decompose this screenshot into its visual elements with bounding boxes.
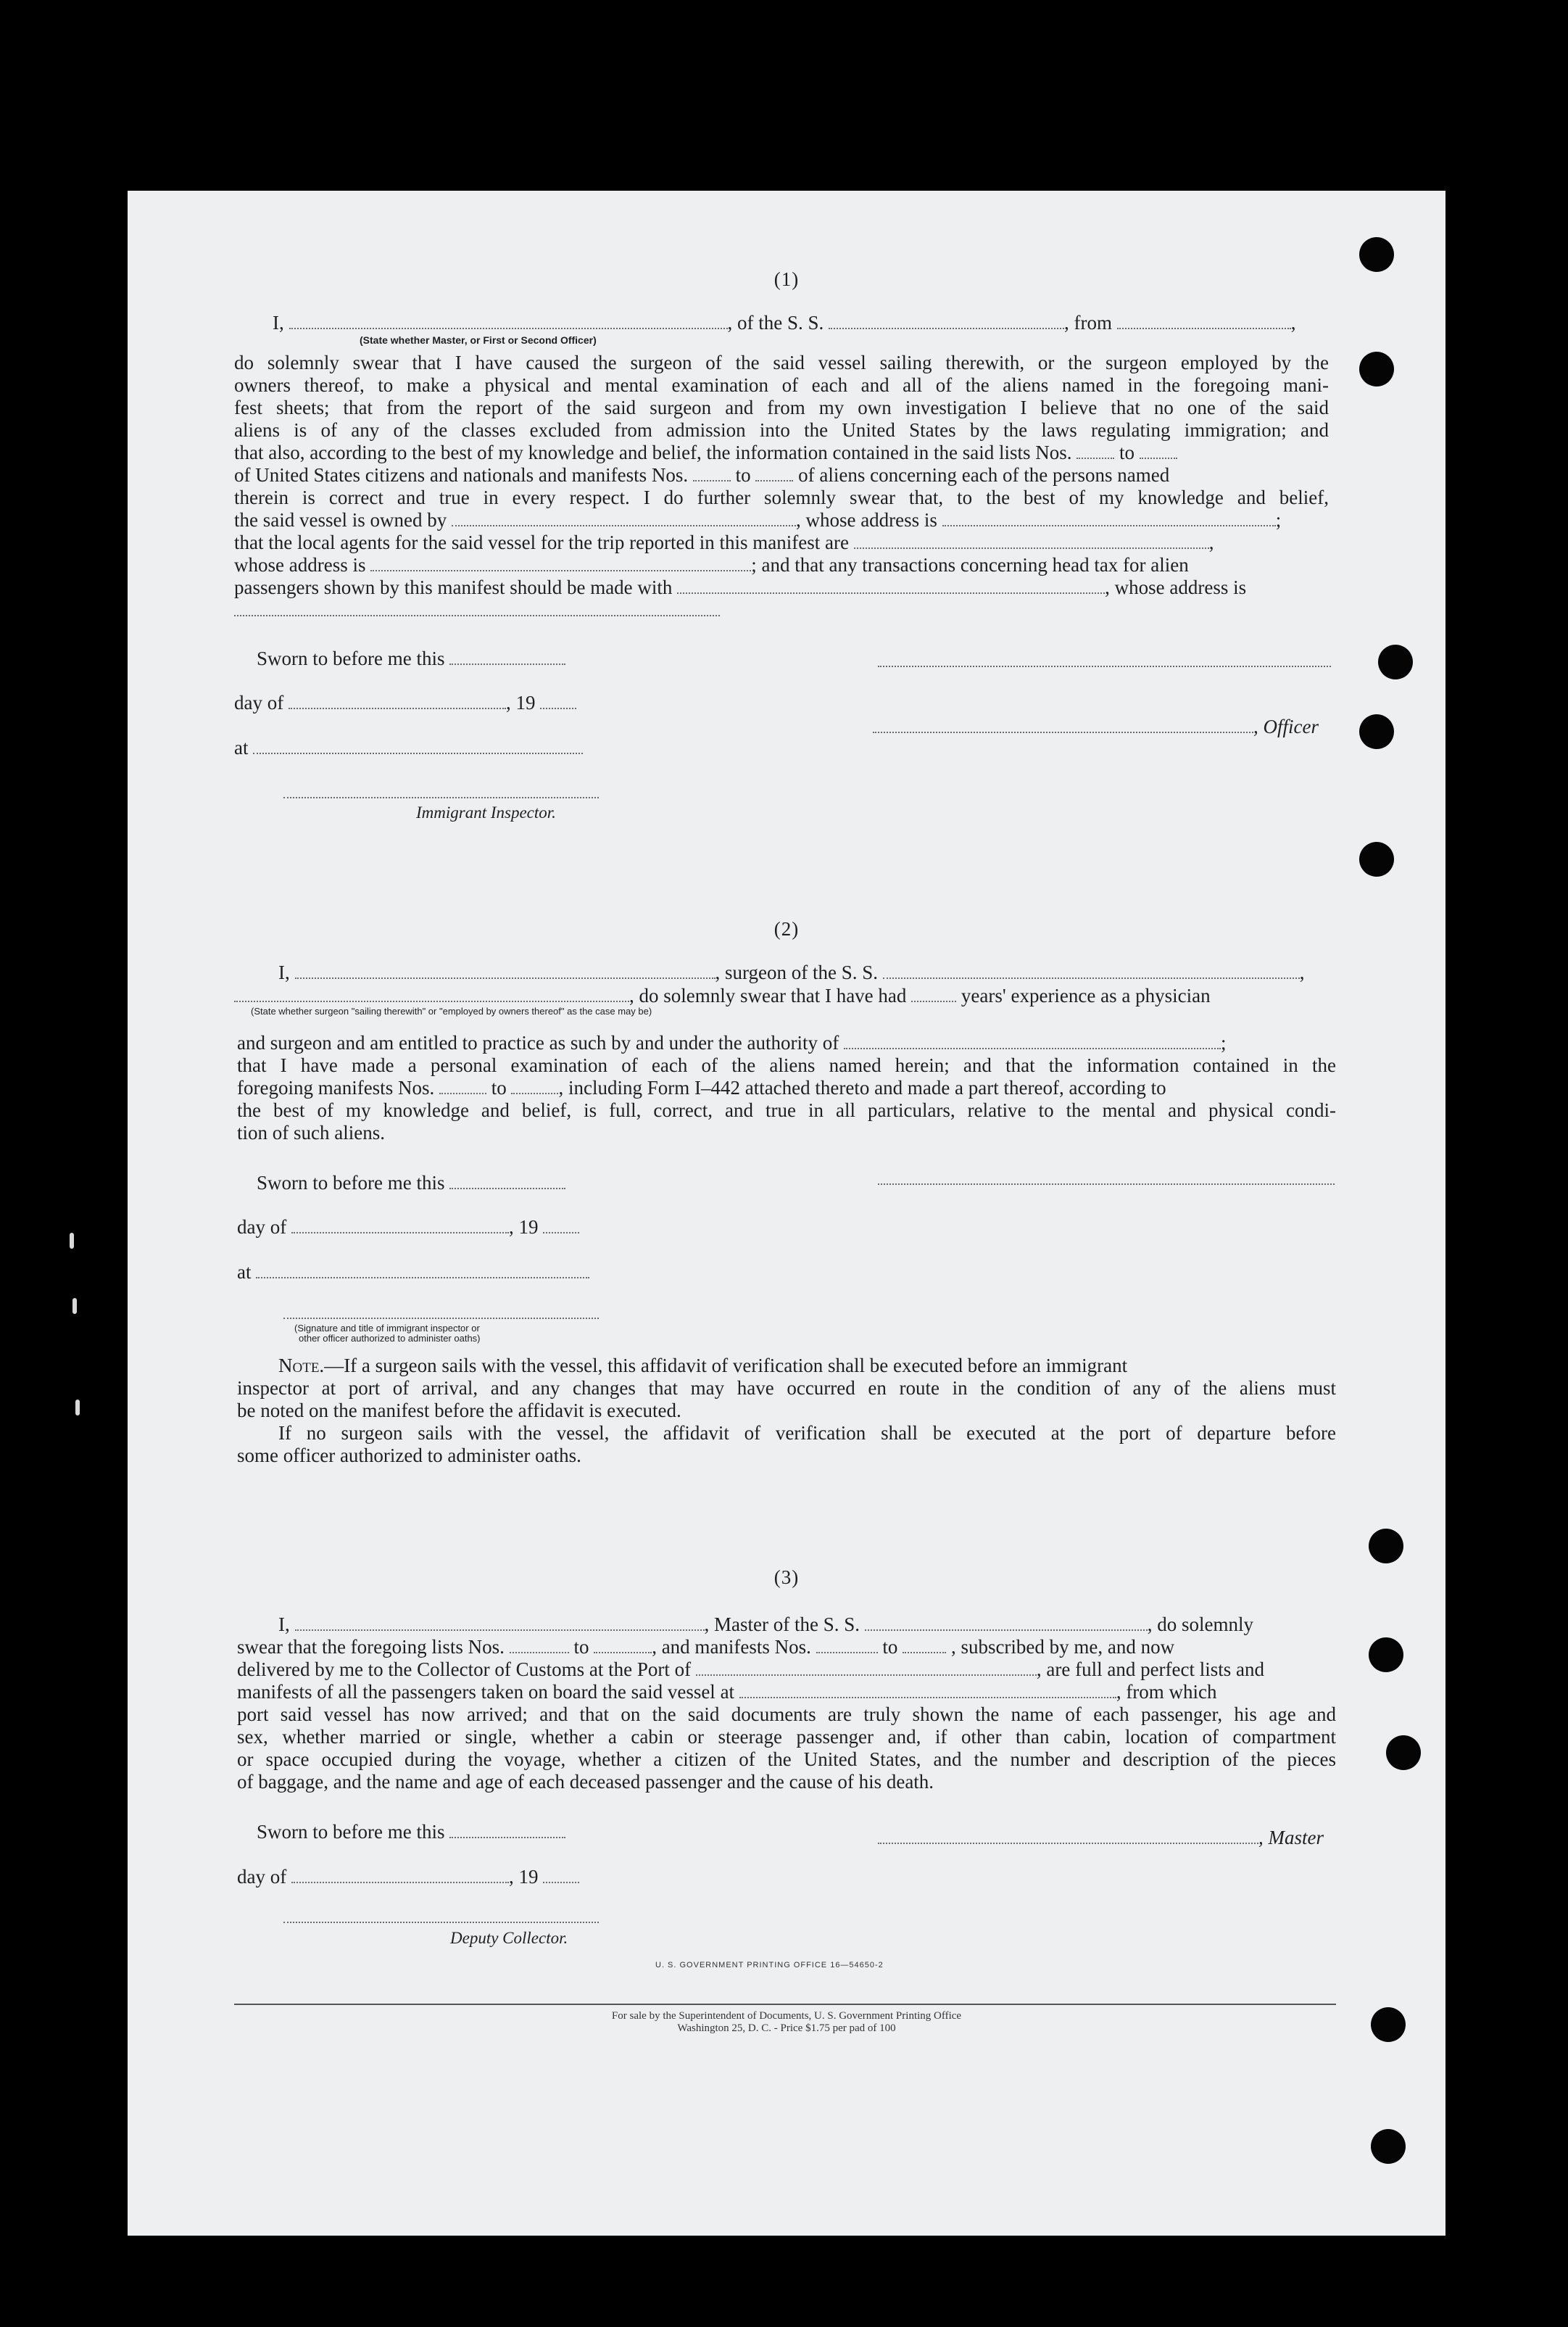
text: to <box>491 1077 507 1099</box>
section-3-para-line <box>237 1658 1264 1680</box>
text: , from which <box>1116 1681 1217 1703</box>
section-3-para-line: sex, whether married or single, whether a cabin or steerage passenger and, if other than cabin, location of compartment <box>237 1726 1336 1748</box>
text: the said vessel is owned by <box>234 509 447 531</box>
section-1-line-1 <box>273 312 1447 334</box>
section-2-para-line <box>237 1032 1227 1054</box>
section-2-para-line: the best of my knowledge and belief, is full, correct, and true in all particulars, relative to the mental and physical condi- <box>237 1099 1336 1121</box>
text: manifests of all the passengers taken on board the said vessel at <box>237 1681 735 1703</box>
text: , subscribed by me, and now <box>950 1636 1175 1658</box>
scan-artifact <box>72 1298 77 1314</box>
punch-hole <box>1369 1637 1403 1672</box>
text: ; <box>1275 509 1282 531</box>
text: to <box>1119 442 1134 463</box>
footer-rule <box>234 2004 1336 2005</box>
day-of-line <box>234 692 576 714</box>
text: , Master <box>1258 1827 1324 1848</box>
signature-caption: (Signature and title of immigrant inspector or <box>294 1323 480 1334</box>
text: , whose address is <box>795 509 937 531</box>
section-2-para-line <box>237 1077 1166 1099</box>
text: passengers shown by this manifest should be made with <box>234 576 673 598</box>
note-line: inspector at port of arrival, and any changes that may have occurred en route in the condition of any of the aliens must <box>237 1377 1336 1399</box>
text: day of <box>234 692 284 714</box>
text: Sworn to before me this <box>257 1821 445 1843</box>
text: at <box>237 1261 252 1283</box>
text: —If a surgeon sails with the vessel, this affidavit of verification shall be executed before an immigrant <box>324 1355 1128 1376</box>
text: , <box>1208 532 1214 553</box>
section-1-number: (1) <box>773 268 800 290</box>
text: I, <box>278 1613 290 1635</box>
section-2-para-line: that I have made a personal examination of each of the aliens named herein; and that the information contained in the <box>237 1054 1336 1076</box>
note-line: be noted on the manifest before the affidavit is executed. <box>237 1400 681 1421</box>
section-1-para-line <box>234 509 1281 531</box>
punch-hole <box>1369 1529 1403 1563</box>
text: Sworn to before me this <box>257 1172 445 1194</box>
text: ; <box>1221 1032 1227 1054</box>
text: and surgeon and am entitled to practice as such by and under the authority of <box>237 1032 839 1054</box>
text: that also, according to the best of my knowledge and belief, the information contained in the said lists Nos. <box>234 442 1072 463</box>
section-1-para-line <box>234 554 1189 576</box>
signature-line <box>878 666 1331 667</box>
text: , surgeon of the S. S. <box>715 962 879 983</box>
surgeon-caption: (State whether surgeon "sailing therewith" or "employed by owners thereof" as the case may be) <box>251 1006 652 1017</box>
text: , 19 <box>505 692 536 714</box>
text: , Officer <box>1253 716 1319 737</box>
text: of aliens concerning each of the persons named <box>798 464 1170 486</box>
at-line <box>234 737 583 759</box>
punch-hole <box>1359 842 1394 877</box>
sworn-label <box>257 1821 565 1843</box>
text: , of the S. S. <box>727 312 824 334</box>
text: , 19 <box>508 1866 539 1888</box>
signature-line <box>878 1183 1335 1185</box>
text: of United States citizens and nationals and manifests Nos. <box>234 464 689 486</box>
text: day of <box>237 1216 287 1238</box>
section-3-para-line <box>237 1681 1217 1703</box>
sworn-label <box>257 648 565 669</box>
text: , and manifests Nos. <box>652 1636 811 1658</box>
scan-artifact <box>70 1233 74 1249</box>
punch-hole <box>1378 645 1413 679</box>
section-1-para-line <box>234 464 1169 486</box>
note-line: some officer authorized to administer oaths. <box>237 1444 581 1466</box>
text: day of <box>237 1866 287 1888</box>
text: , do solemnly <box>1147 1613 1253 1635</box>
punch-hole <box>1359 714 1394 749</box>
text: I, <box>273 312 284 334</box>
scan-artifact <box>75 1400 80 1415</box>
punch-hole <box>1371 2129 1406 2164</box>
punch-hole <box>1386 1735 1421 1770</box>
section-1-para-line <box>234 442 1177 463</box>
section-1-para-line: owners thereof, to make a physical and mental examination of each and all of the aliens named in the foregoing mani- <box>234 374 1329 396</box>
day-of-line <box>237 1866 579 1888</box>
immigrant-inspector-label: Immigrant Inspector. <box>416 803 556 822</box>
section-3-line-1 <box>278 1613 1253 1635</box>
punch-hole <box>1359 352 1394 387</box>
section-3-para-line <box>237 1636 1174 1658</box>
text: , including Form I–442 attached thereto and made a part thereof, according to <box>558 1077 1166 1099</box>
text: , do solemnly swear that I have had <box>629 985 907 1007</box>
text: , are full and perfect lists and <box>1036 1658 1265 1680</box>
text: delivered by me to the Collector of Customs at the Port of <box>237 1658 692 1680</box>
text: , 19 <box>508 1216 539 1238</box>
form-sheet <box>128 191 1445 2236</box>
text: that the local agents for the said vessel for the trip reported in this manifest are <box>234 532 849 553</box>
text: , Master of the S. S. <box>704 1613 860 1635</box>
text: at <box>234 737 249 759</box>
text: whose address is <box>234 554 366 576</box>
collector-line <box>283 1922 599 1923</box>
section-2-number: (2) <box>773 918 800 940</box>
text: to <box>573 1636 589 1658</box>
section-2-para-line: tion of such aliens. <box>237 1122 385 1144</box>
text: , from <box>1064 312 1112 334</box>
note-label: Note. <box>278 1355 325 1376</box>
at-line <box>237 1261 589 1283</box>
sworn-label <box>257 1172 565 1194</box>
section-1-para-line <box>234 532 1214 553</box>
signature-caption: other officer authorized to administer oaths) <box>299 1333 481 1344</box>
section-1-para-line: aliens is of any of the classes excluded from admission into the United States by the laws regulating immigration; and <box>234 419 1329 441</box>
text: swear that the foregoing lists Nos. <box>237 1636 505 1658</box>
text: ; and that any transactions concerning head tax for alien <box>751 554 1189 576</box>
note-line <box>278 1355 1127 1376</box>
text: , <box>1290 312 1296 334</box>
text: , <box>1299 962 1305 983</box>
section-3-para-line: of baggage, and the name and age of each deceased passenger and the cause of his death. <box>237 1771 934 1793</box>
text: years' experience as a physician <box>961 985 1211 1007</box>
inspector-line <box>283 797 599 798</box>
address-line <box>234 615 720 616</box>
officer-signature <box>873 716 1319 737</box>
section-2-line-1 <box>278 962 1305 983</box>
section-1-para-line <box>234 576 1246 598</box>
printer-imprint: U. S. GOVERNMENT PRINTING OFFICE 16—54650-2 <box>655 1961 884 1970</box>
section-1-para-line: fest sheets; that from the report of the said surgeon and from my own investigation I believe that no one of the said <box>234 397 1329 418</box>
sale-notice: For sale by the Superintendent of Documents, U. S. Government Printing Office <box>611 2010 962 2022</box>
section-3-para-line: port said vessel has now arrived; and that on the said documents are truly shown the name of each passenger, his age and <box>237 1703 1336 1725</box>
section-3-para-line: or space occupied during the voyage, whether a citizen of the United States, and the number and description of the pieces <box>237 1748 1336 1770</box>
day-of-line <box>237 1216 579 1238</box>
section-3-number: (3) <box>773 1566 800 1588</box>
deputy-collector-label: Deputy Collector. <box>450 1929 568 1947</box>
text: I, <box>278 962 290 983</box>
text: to <box>735 464 751 486</box>
text: , whose address is <box>1105 576 1247 598</box>
text: foregoing manifests Nos. <box>237 1077 435 1099</box>
inspector-line <box>283 1318 599 1319</box>
punch-hole <box>1359 237 1394 272</box>
officer-caption: (State whether Master, or First or Second Officer) <box>360 334 597 346</box>
master-signature <box>878 1827 1324 1848</box>
section-2-line-2 <box>234 985 1211 1007</box>
sale-notice: Washington 25, D. C. - Price $1.75 per pad of 100 <box>677 2022 896 2034</box>
text: to <box>882 1636 898 1658</box>
text: Sworn to before me this <box>257 648 445 669</box>
note-line: If no surgeon sails with the vessel, the affidavit of verification shall be executed at the port of departure before <box>278 1422 1336 1444</box>
section-1-para-line: therein is correct and true in every respect. I do further solemnly swear that, to the best of my knowledge and belief, <box>234 487 1329 508</box>
section-1-para-line: do solemnly swear that I have caused the surgeon of the said vessel sailing therewith, or the surgeon employed by the <box>234 352 1329 373</box>
